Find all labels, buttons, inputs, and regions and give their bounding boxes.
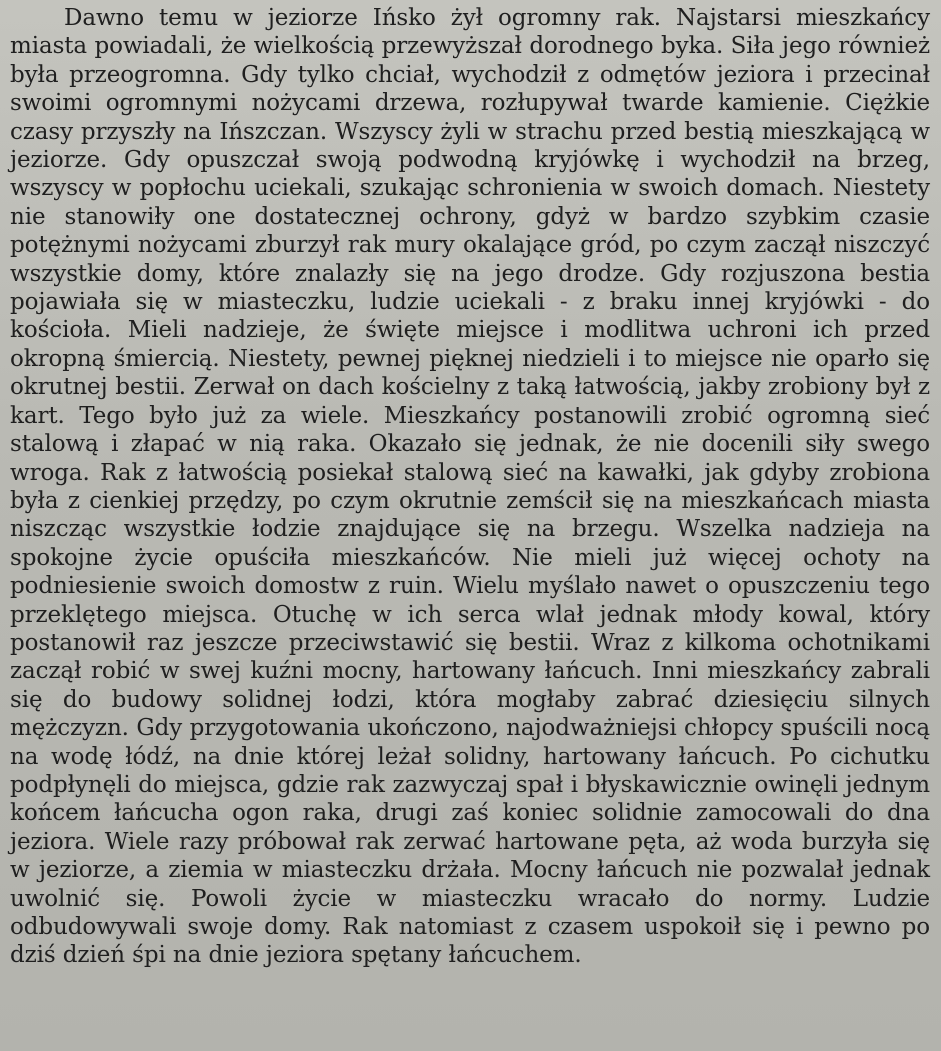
story-paragraph: Dawno temu w jeziorze Ińsko żył ogromny rak. Najstarsi mieszkańcy miasta powiadali, że wielkością przewyższał dorodnego byka. Siła jego również była przeogromna. Gdy tylko chciał, wychodził z odmętów jeziora i przecinał swoimi ogromnymi nożycami drzewa, rozłupywał twarde kamienie. Ciężkie czasy przyszły na Ińszczan. Wszyscy żyli w strachu przed bestią mieszkającą w jeziorze. Gdy opuszczał swoją podwodną kryjówkę i wychodził na brzeg, wszyscy w popłochu uciekali, szukając schronienia w swoich domach. Niestety nie stanowiły one dostatecznej ochrony, gdyż w bardzo szybkim czasie potężnymi nożycami zburzył rak mury okalające gród, po czym zaczął niszczyć wszystkie domy, które znalazły się na jego drodze. Gdy rozjuszona bestia pojawiała się w miasteczku, ludzie uciekali - z braku innej kryjówki - do kościoła. Mieli nadzieje, że święte miejsce i modlitwa uchroni ich przed okropną śmiercią. Niestety, pewnej pięknej niedzieli i to miejsce nie oparło się okrutnej bestii. Zerwał on dach kościelny z taką łatwością, jakby zrobiony był z kart. Tego było już za wiele. Mieszkańcy postanowili zrobić ogromną sieć stalową i złapać w nią raka. Okazało się jednak, że nie docenili siły swego wroga. Rak z łatwością posiekał stalową sieć na kawałki, jak gdyby zrobiona była z cienkiej przędzy, po czym okrutnie zemścił się na mieszkańcach miasta niszcząc wszystkie łodzie znajdujące się na brzegu. Wszelka nadzieja na spokojne życie opuściła mieszkańców. Nie mieli już więcej ochoty na podniesienie swoich domostw z ruin. Wielu myślało nawet o opuszczeniu tego przeklętego miejsca. Otuchę w ich serca wlał jednak młody kowal, który postanowił raz jeszcze przeciwstawić się bestii. Wraz z kilkoma ochotnikami zaczął robić w swej kuźni mocny, hartowany łańcuch. Inni mieszkańcy zabrali się do budowy solidnej łodzi, która mogłaby zabrać dziesięciu silnych mężczyzn. Gdy przygotowania ukończono, najodważniejsi chłopcy spuścili nocą na wodę łódź, na dnie której leżał solidny, hartowany łańcuch. Po cichutku podpłynęli do miejsca, gdzie rak zazwyczaj spał i błyskawicznie owinęli jednym końcem łańcucha ogon raka, drugi zaś koniec solidnie zamocowali do dna jeziora. Wiele razy próbował rak zerwać hartowane pęta, aż woda burzyła się w jeziorze, a ziemia w miasteczku drżała. Mocny łańcuch nie pozwalał jednak uwolnić się. Powoli życie w miasteczku wracało do normy. Ludzie odbudowywali swoje domy. Rak natomiast z czasem uspokoił się i pewno po dziś dzień śpi na dnie jeziora spętany łańcuchem. xyxy=(10,5,930,969)
